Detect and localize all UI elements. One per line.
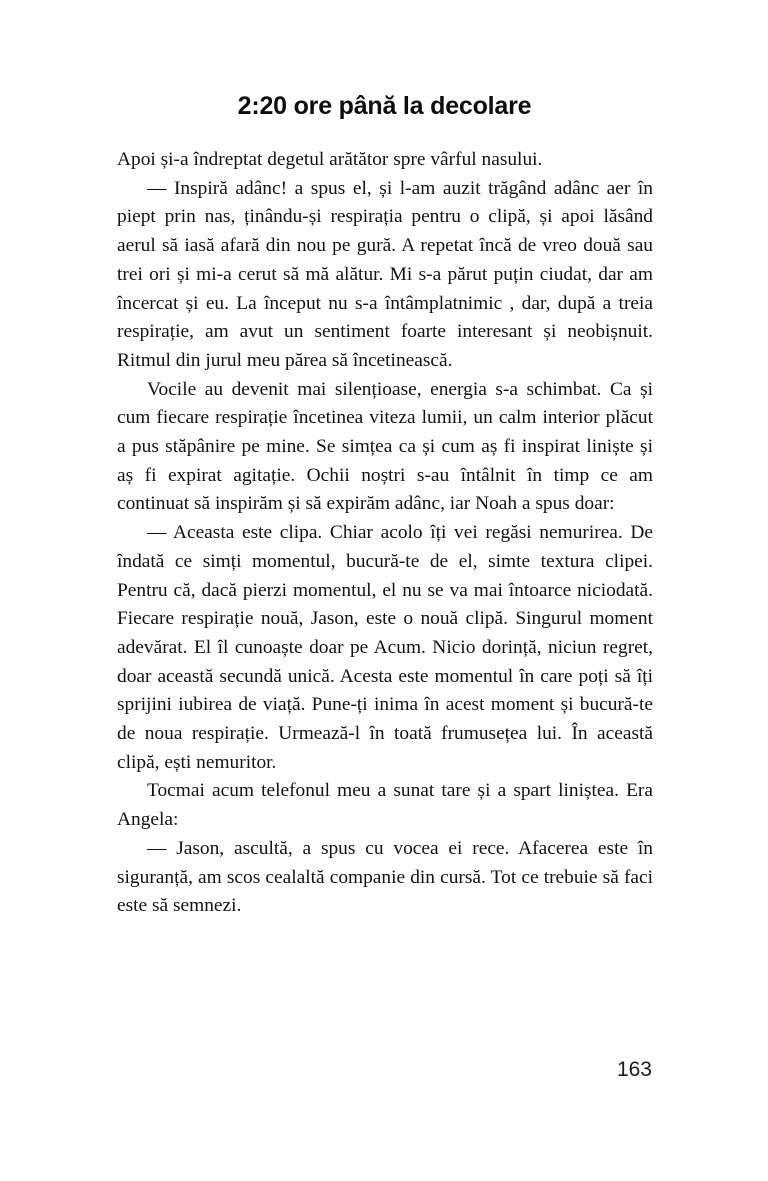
paragraph: — Inspiră adânc! a spus el, și l-am auzit trăgând adânc aer în piept prin nas, ținându-și respirația pentru o clipă, și apoi lăsând aerul să iasă afară din nou pe gură. A repetat încă de vreo două sau trei ori și mi-a cerut să mă alătur. Mi s-a părut puțin ciudat, dar am încercat și eu. La început nu s-a întâmplatnimic , dar, după a treia respirație, am avut un sentiment foarte interesant și neobișnuit. Ritmul din jurul meu părea să încetinească.	[117, 177, 653, 371]
paragraph: — Aceasta este clipa. Chiar acolo îți vei regăsi nemurirea. De îndată ce simți momentul, bucură-te de el, simte textura clipei. Pentru că, dacă pierzi momentul, el nu se va mai întoarce niciodată. Fiecare respirație nouă, Jason, este o nouă clipă. Singurul moment adevărat. El îl cunoaște doar pe Acum. Nicio dorință, niciun regret, doar această secundă unică. Acesta este momentul în care poți să îți sprijini iubirea de viață. Pune-ți inima în acest moment și bucură-te de noua respirație. Urmează-l în toată frumusețea lui. În această clipă, ești nemuritor.	[117, 522, 653, 773]
body-text-block	[117, 146, 653, 921]
paragraph: — Jason, ascultă, a spus cu vocea ei rece. Afacerea este în siguranță, am scos cealaltă companie din cursă. Tot ce trebuie să faci este să semnezi.	[117, 837, 653, 917]
paragraph: Apoi și-a îndreptat degetul arătător spre vârful nasului.	[117, 149, 543, 170]
page-number: 163	[616, 1058, 652, 1081]
chapter-title: 2:20 ore până la decolare	[237, 92, 532, 120]
paragraph: Tocmai acum telefonul meu a sunat tare și a spart liniștea. Era Angela:	[117, 780, 653, 831]
paragraph: Vocile au devenit mai silențioase, energia s-a schimbat. Ca și cum fiecare respirație încetinea viteza lumii, un calm interior plăcut a pus stăpânire pe mine. Se simțea ca și cum aș fi inspirat liniște și aș fi expirat agitație. Ochii noștri s-au întâlnit în timp ce am continuat să inspirăm și să expirăm adânc, iar Noah a spus doar:	[117, 378, 653, 515]
